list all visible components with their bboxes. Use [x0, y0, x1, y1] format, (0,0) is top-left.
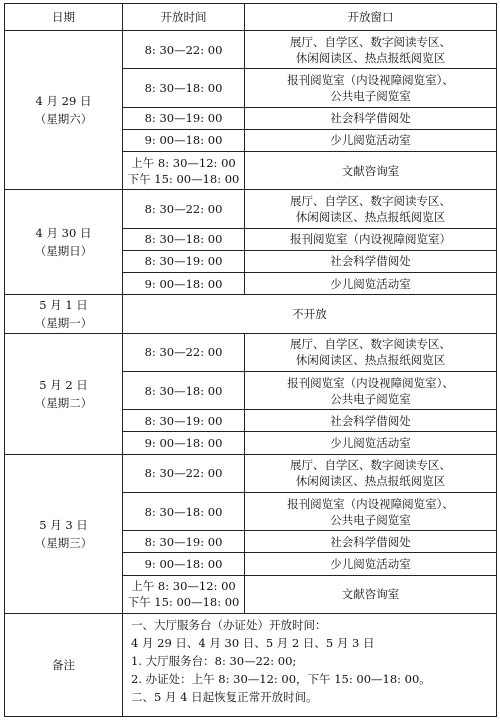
time-line: 8: 30—19: 00 [144, 534, 223, 549]
window-cell [245, 69, 497, 107]
window-cell [245, 273, 497, 295]
window-cell [245, 454, 497, 492]
header-date: 日期 [5, 4, 123, 31]
window-line: 社会科学借阅处 [330, 534, 411, 549]
time-cell [123, 190, 245, 228]
window-line: 展厅、自学区、数字阅读专区、 [290, 458, 451, 473]
header-row [5, 4, 497, 31]
window-line: 少儿阅览活动室 [330, 436, 411, 451]
time-line: 8: 30—18: 00 [144, 383, 223, 398]
window-cell [245, 250, 497, 272]
window-line: 休闲阅读区、热点报纸阅览区 [295, 353, 446, 368]
window-cell [245, 553, 497, 575]
window-line: 文献咨询室 [341, 163, 400, 178]
window-line: 公共电子阅览室 [330, 88, 411, 103]
time-cell [123, 531, 245, 553]
time-line: 上午 8: 30—12: 00 [131, 579, 236, 594]
time-cell [123, 31, 245, 69]
time-line: 9: 00—18: 00 [144, 557, 223, 572]
window-line: 社会科学借阅处 [330, 111, 411, 126]
window-cell [245, 107, 497, 129]
time-line: 8: 30—18: 00 [144, 80, 223, 95]
time-line: 下午 15: 00—18: 00 [127, 171, 240, 186]
window-line: 少儿阅览活动室 [330, 276, 411, 291]
notes-line: 1. 大厅服务台：8: 30—22: 00; [131, 653, 297, 668]
time-line: 8: 30—19: 00 [144, 111, 223, 126]
notes-cell [123, 613, 497, 716]
window-line: 社会科学借阅处 [330, 254, 411, 269]
header-window: 开放窗口 [245, 4, 497, 31]
date-label: 5 月 2 日 [39, 377, 88, 392]
date-label: 5 月 1 日 [39, 297, 88, 312]
window-cell [245, 575, 497, 613]
time-line: 9: 00—18: 00 [144, 133, 223, 148]
weekday-label: （星期六） [34, 112, 93, 127]
window-line: 展厅、自学区、数字阅读专区、 [290, 34, 451, 49]
time-line: 下午 15: 00—18: 00 [127, 595, 240, 610]
weekday-label: （星期一） [34, 315, 93, 330]
time-cell [123, 575, 245, 613]
date-label: 5 月 3 日 [39, 517, 88, 532]
time-cell [123, 432, 245, 454]
time-cell [123, 107, 245, 129]
window-cell [245, 190, 497, 228]
window-cell [245, 228, 497, 250]
time-line: 8: 30—18: 00 [144, 232, 223, 247]
time-cell [123, 410, 245, 432]
window-cell [245, 492, 497, 530]
time-line: 8: 30—18: 00 [144, 504, 223, 519]
window-cell [245, 432, 497, 454]
date-cell [5, 190, 123, 295]
header-time: 开放时间 [123, 4, 245, 31]
window-cell [245, 333, 497, 371]
notes-line: 2. 办证处：上午 8: 30—12: 00，下午 15: 00—18: 00。 [131, 671, 431, 686]
table-row [5, 454, 497, 492]
time-cell [123, 69, 245, 107]
table-row [5, 333, 497, 371]
table-row [5, 31, 497, 69]
time-cell [123, 273, 245, 295]
time-line: 9: 00—18: 00 [144, 276, 223, 291]
window-cell [245, 31, 497, 69]
time-line: 9: 00—18: 00 [144, 436, 223, 451]
closed-cell: 不开放 [123, 295, 497, 333]
window-line: 少儿阅览活动室 [330, 133, 411, 148]
time-line: 8: 30—22: 00 [144, 466, 223, 481]
notes-label: 备注 [5, 613, 123, 716]
notes-line: 二、5 月 4 日起恢复正常开放时间。 [131, 689, 318, 704]
weekday-label: （星期日） [34, 244, 93, 259]
time-line: 8: 30—19: 00 [144, 254, 223, 269]
window-line: 展厅、自学区、数字阅读专区、 [290, 194, 451, 209]
notes-row [5, 613, 497, 716]
weekday-label: （星期二） [34, 395, 93, 410]
date-cell [5, 454, 123, 613]
time-line: 8: 30—22: 00 [144, 345, 223, 360]
time-line: 8: 30—19: 00 [144, 413, 223, 428]
time-cell [123, 454, 245, 492]
window-line: 报刊阅览室（内设视障阅览室）、 [287, 72, 454, 87]
time-cell [123, 333, 245, 371]
window-cell [245, 531, 497, 553]
window-line: 休闲阅读区、热点报纸阅览区 [295, 210, 446, 225]
window-line: 休闲阅读区、热点报纸阅览区 [295, 50, 446, 65]
window-line: 文献咨询室 [341, 587, 400, 602]
date-cell [5, 295, 123, 333]
time-cell [123, 152, 245, 190]
window-line: 少儿阅览活动室 [330, 557, 411, 572]
notes-line: 4 月 29 日、4 月 30 日、5 月 2 日、5 月 3 日 [131, 635, 375, 650]
date-cell [5, 31, 123, 190]
opening-hours-table [4, 3, 497, 717]
window-cell [245, 129, 497, 151]
time-line: 8: 30—22: 00 [144, 202, 223, 217]
time-cell [123, 228, 245, 250]
date-cell [5, 333, 123, 454]
time-cell [123, 129, 245, 151]
time-cell [123, 553, 245, 575]
table-row [5, 295, 497, 333]
window-line: 报刊阅览室（内设视障阅览室） [290, 232, 451, 247]
window-cell [245, 410, 497, 432]
date-label: 4 月 29 日 [35, 94, 92, 109]
time-line: 8: 30—22: 00 [144, 42, 223, 57]
time-line: 上午 8: 30—12: 00 [131, 155, 236, 170]
time-cell [123, 250, 245, 272]
window-line: 展厅、自学区、数字阅读专区、 [290, 337, 451, 352]
time-cell [123, 371, 245, 409]
window-line: 报刊阅览室（内设视障阅览室）、 [287, 375, 454, 390]
window-line: 社会科学借阅处 [330, 413, 411, 428]
window-line: 报刊阅览室（内设视障阅览室）、 [287, 496, 454, 511]
table-row [5, 190, 497, 228]
notes-line: 一、大厅服务台（办证处）开放时间： [131, 617, 327, 632]
window-cell [245, 152, 497, 190]
time-cell [123, 492, 245, 530]
date-label: 4 月 30 日 [35, 226, 92, 241]
window-cell [245, 371, 497, 409]
window-line: 公共电子阅览室 [330, 391, 411, 406]
weekday-label: （星期三） [34, 535, 93, 550]
window-line: 休闲阅读区、热点报纸阅览区 [295, 474, 446, 489]
window-line: 公共电子阅览室 [330, 512, 411, 527]
